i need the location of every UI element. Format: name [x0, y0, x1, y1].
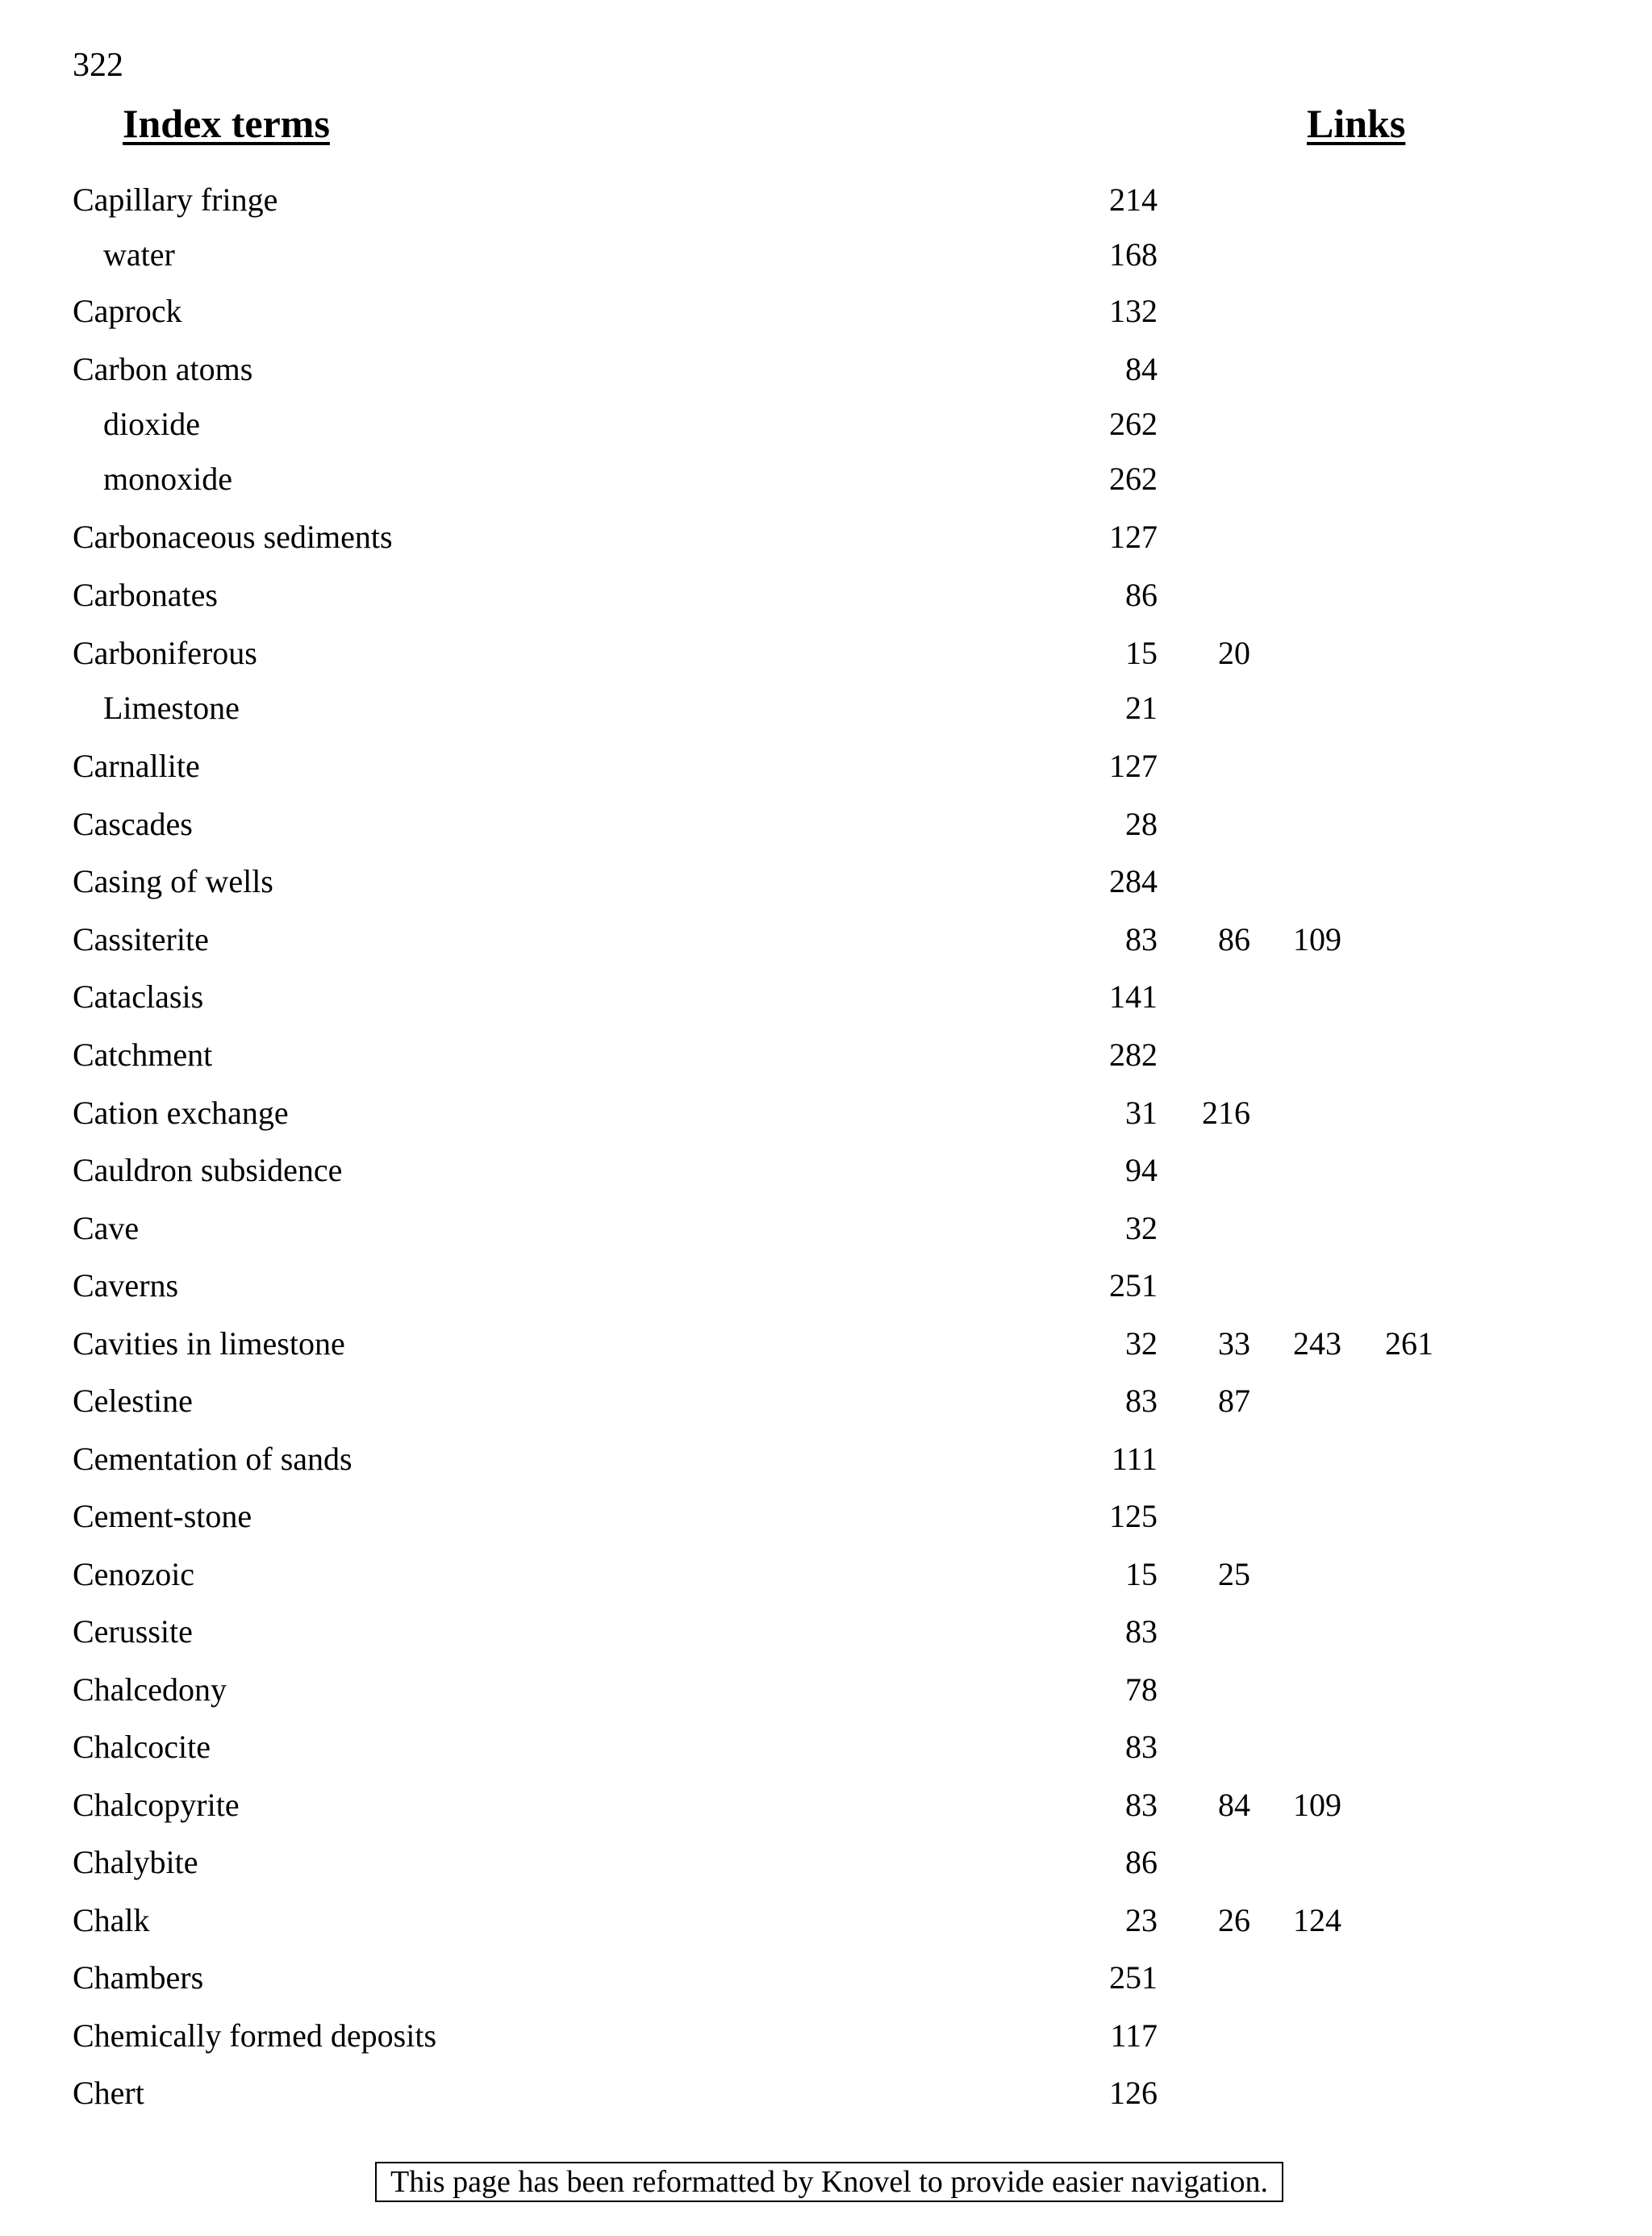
page-link[interactable]: 261 [1385, 1325, 1433, 1362]
index-subterm: water [103, 236, 175, 273]
page-link[interactable]: 168 [1109, 236, 1158, 273]
index-entry [0, 571, 1652, 619]
index-term: Cauldron subsidence [73, 1152, 343, 1188]
index-term: Chalk [73, 1902, 150, 1938]
page-link[interactable]: 117 [1110, 2017, 1158, 2054]
index-term: Chalcocite [73, 1729, 211, 1765]
index-subterm: Limestone [103, 690, 240, 726]
index-term: Chemically formed deposits [73, 2017, 437, 2054]
page-link[interactable]: 32 [1125, 1325, 1158, 1362]
index-entry [0, 1204, 1652, 1253]
page-link[interactable]: 33 [1218, 1325, 1250, 1362]
index-entry [0, 1089, 1652, 1137]
index-entry [0, 742, 1652, 791]
page-link[interactable]: 25 [1218, 1556, 1250, 1592]
index-term: Chambers [73, 1959, 204, 1996]
index-term: Carboniferous [73, 635, 257, 671]
index-term: Casing of wells [73, 863, 273, 899]
page-link[interactable]: 83 [1125, 1787, 1158, 1823]
index-entry [0, 231, 1652, 279]
index-entry [0, 345, 1652, 394]
page-link[interactable]: 284 [1109, 863, 1158, 899]
index-term: Cavities in limestone [73, 1325, 345, 1362]
index-entry [0, 1781, 1652, 1829]
index-term: Chalcopyrite [73, 1787, 240, 1823]
page-link[interactable]: 83 [1125, 921, 1158, 957]
index-term: Cation exchange [73, 1095, 289, 1131]
page-link[interactable]: 141 [1109, 978, 1158, 1015]
index-entry [0, 1838, 1652, 1887]
index-entry [0, 2012, 1652, 2060]
index-term: Carbon atoms [73, 351, 253, 387]
index-subterm: monoxide [103, 461, 232, 497]
index-term: Cementation of sands [73, 1441, 353, 1477]
page-link[interactable]: 282 [1109, 1037, 1158, 1073]
page-link[interactable]: 111 [1111, 1441, 1158, 1477]
page-link[interactable]: 20 [1218, 635, 1250, 671]
page-link[interactable]: 84 [1218, 1787, 1250, 1823]
page-link[interactable]: 86 [1125, 577, 1158, 613]
page-link[interactable]: 127 [1109, 748, 1158, 784]
page-link[interactable]: 124 [1293, 1902, 1341, 1938]
index-term: Catchment [73, 1037, 213, 1073]
index-entry [0, 1666, 1652, 1714]
index-term: Carnallite [73, 748, 200, 784]
page-link[interactable]: 31 [1125, 1095, 1158, 1131]
page-link[interactable]: 21 [1125, 690, 1158, 726]
index-term: Cataclasis [73, 978, 204, 1015]
index-term: Capillary fringe [73, 181, 278, 218]
index-entry [0, 1435, 1652, 1483]
page-number: 322 [73, 47, 123, 84]
index-term: Caverns [73, 1267, 179, 1304]
index-entry [0, 1608, 1652, 1656]
index-term: Cassiterite [73, 921, 209, 957]
index-subterm: dioxide [103, 406, 200, 442]
index-entry [0, 973, 1652, 1021]
page-link[interactable]: 127 [1109, 519, 1158, 555]
knovel-footer-note: This page has been reformatted by Knovel to provide easier navigation. [375, 2162, 1283, 2202]
page-link[interactable]: 83 [1125, 1613, 1158, 1650]
page-link[interactable]: 87 [1218, 1383, 1250, 1419]
page-link[interactable]: 15 [1125, 1556, 1158, 1592]
index-term: Celestine [73, 1383, 193, 1419]
page-link[interactable]: 251 [1109, 1959, 1158, 1996]
page-link[interactable]: 78 [1125, 1671, 1158, 1708]
index-term: Cave [73, 1210, 140, 1246]
index-entry [0, 800, 1652, 849]
index-entry [0, 2069, 1652, 2117]
page-link[interactable]: 109 [1293, 921, 1341, 957]
page-link[interactable]: 214 [1109, 181, 1158, 218]
index-entry [0, 176, 1652, 224]
index-term: Cenozoic [73, 1556, 195, 1592]
index-term: Chert [73, 2075, 144, 2111]
index-term: Cerussite [73, 1613, 193, 1650]
page-link[interactable]: 125 [1109, 1498, 1158, 1534]
page-link[interactable]: 84 [1125, 351, 1158, 387]
index-term: Chalcedony [73, 1671, 227, 1708]
page-link[interactable]: 26 [1218, 1902, 1250, 1938]
index-entry [0, 1262, 1652, 1310]
page-link[interactable]: 15 [1125, 635, 1158, 671]
page-link[interactable]: 28 [1125, 806, 1158, 842]
index-term: Chalybite [73, 1844, 198, 1880]
page-link[interactable]: 262 [1109, 406, 1158, 442]
index-term: Cascades [73, 806, 193, 842]
index-entry [0, 400, 1652, 448]
page-link[interactable]: 216 [1202, 1095, 1250, 1131]
index-entry [0, 1146, 1652, 1195]
index-entry [0, 1550, 1652, 1599]
index-term: Cement-stone [73, 1498, 252, 1534]
page-link[interactable]: 86 [1125, 1844, 1158, 1880]
page-link[interactable]: 132 [1109, 293, 1158, 329]
index-entry [0, 1320, 1652, 1368]
index-entry [0, 513, 1652, 561]
page-link[interactable]: 262 [1109, 461, 1158, 497]
index-term: Caprock [73, 293, 182, 329]
page-link[interactable]: 251 [1109, 1267, 1158, 1304]
page-link[interactable]: 109 [1293, 1787, 1341, 1823]
page-link[interactable]: 83 [1125, 1729, 1158, 1765]
index-entry [0, 629, 1652, 678]
index-entry [0, 1492, 1652, 1541]
page-link[interactable]: 243 [1293, 1325, 1341, 1362]
page-link[interactable]: 126 [1109, 2075, 1158, 2111]
index-term: Carbonaceous sediments [73, 519, 393, 555]
index-entry [0, 916, 1652, 964]
page-link[interactable]: 23 [1125, 1902, 1158, 1938]
page-link[interactable]: 86 [1218, 921, 1250, 957]
index-entry [0, 1954, 1652, 2002]
links-heading: Links [1307, 101, 1406, 146]
index-entry [0, 455, 1652, 503]
index-terms-heading: Index terms [123, 101, 330, 146]
index-entry [0, 857, 1652, 906]
index-entry [0, 1377, 1652, 1425]
index-term: Carbonates [73, 577, 218, 613]
index-entry [0, 1031, 1652, 1079]
page-link[interactable]: 83 [1125, 1383, 1158, 1419]
index-entry [0, 1723, 1652, 1771]
page-link[interactable]: 94 [1125, 1152, 1158, 1188]
page-link[interactable]: 32 [1125, 1210, 1158, 1246]
index-entry [0, 684, 1652, 732]
index-entry [0, 287, 1652, 336]
index-entry [0, 1896, 1652, 1945]
